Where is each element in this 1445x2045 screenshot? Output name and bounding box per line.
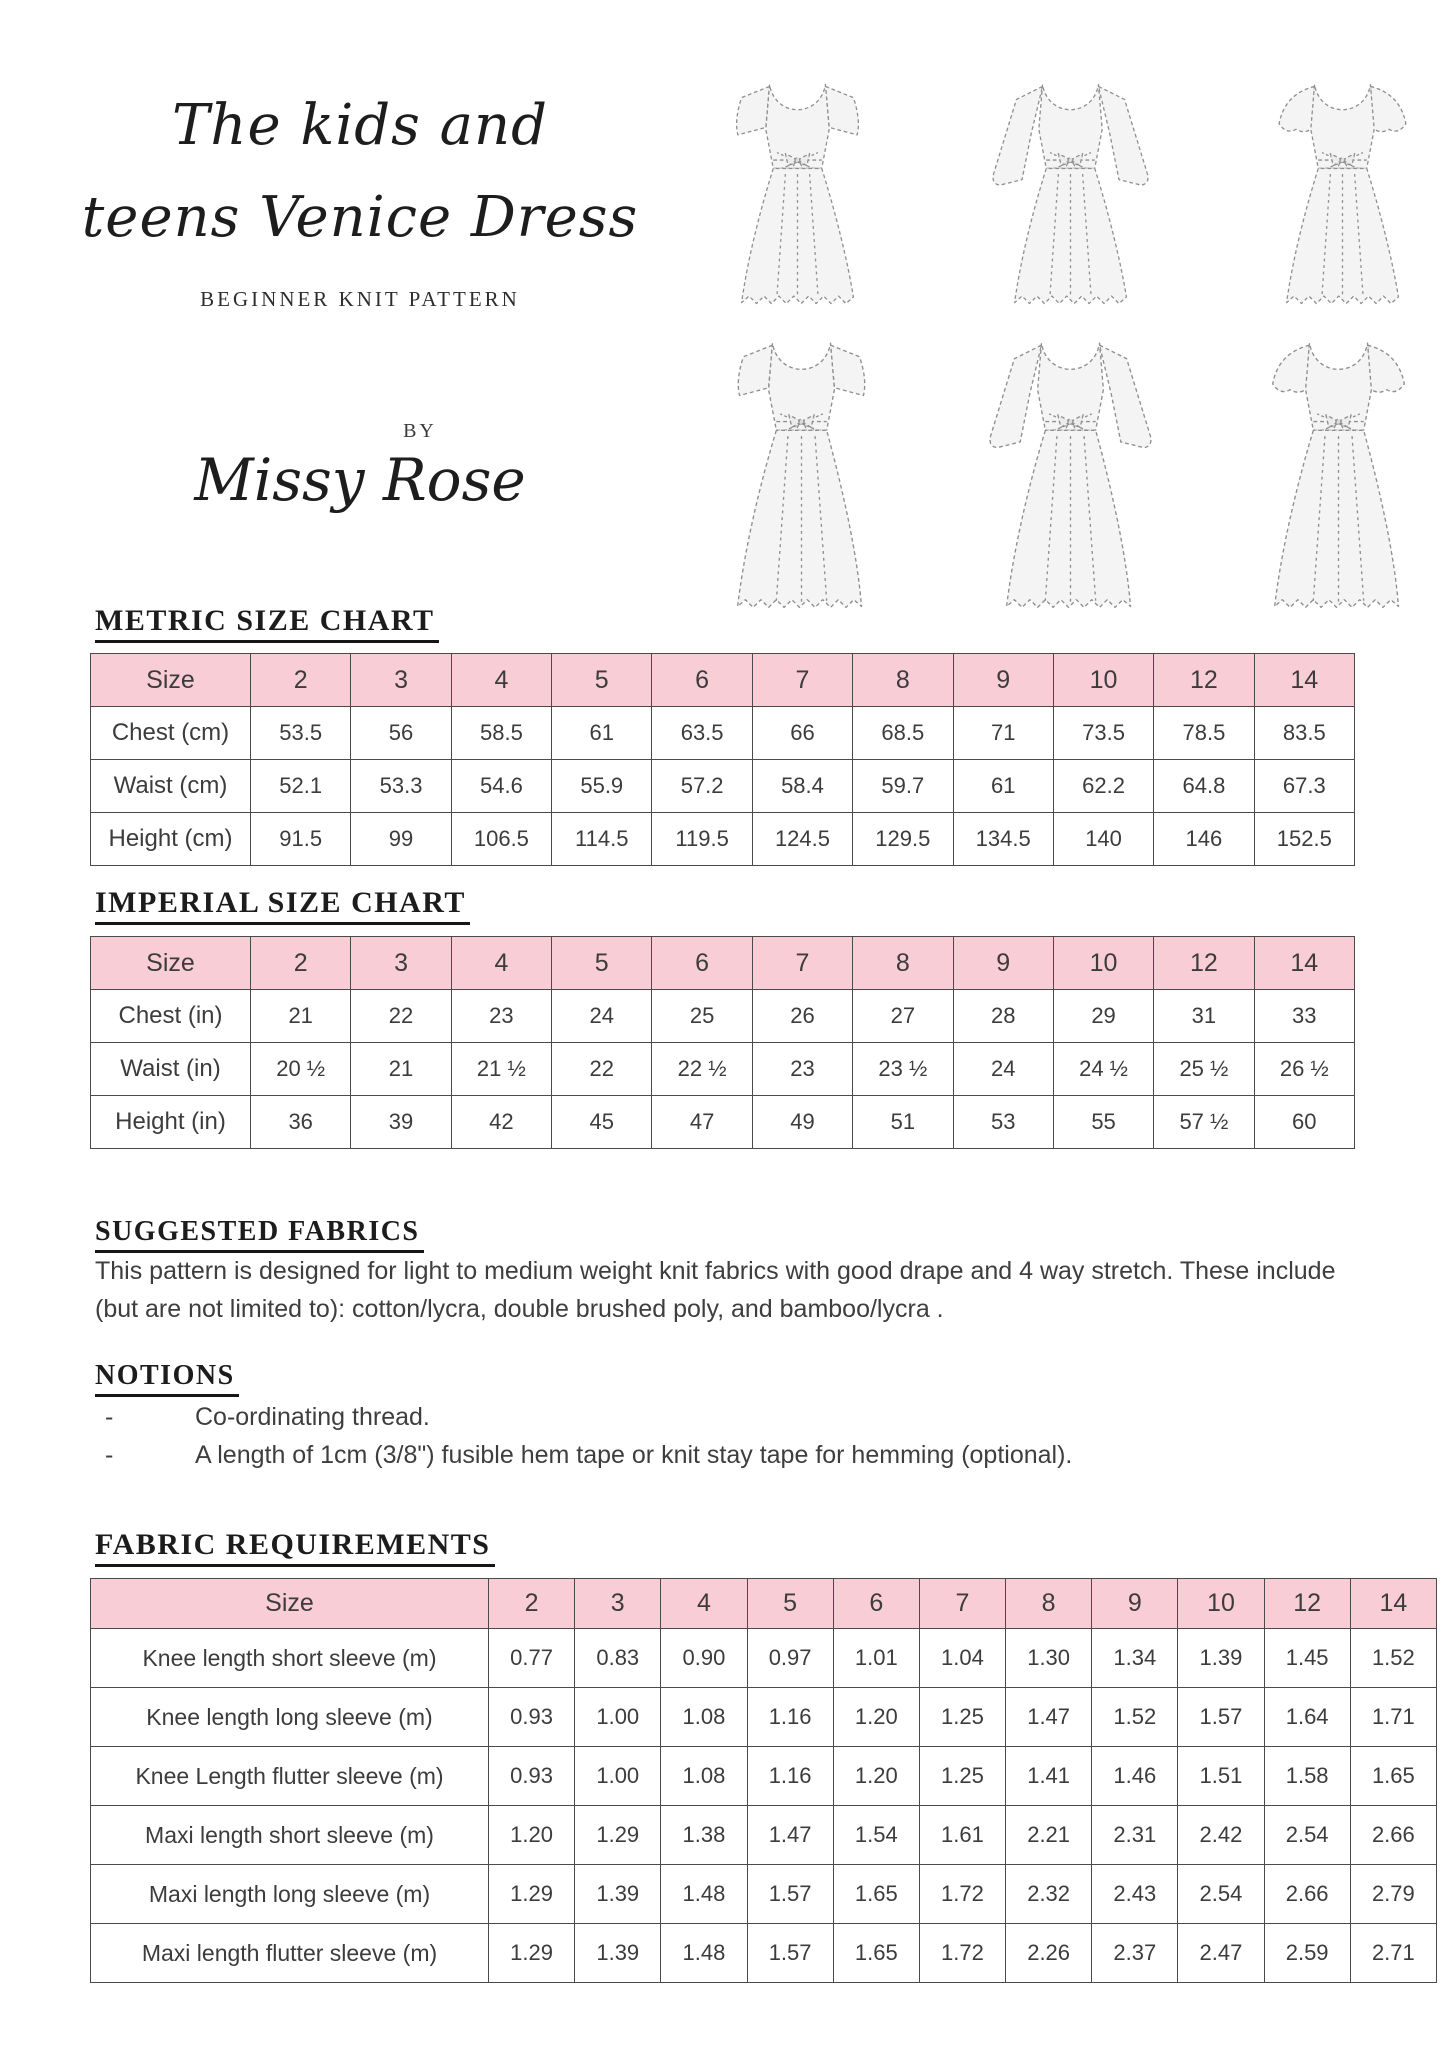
- dress-sketch-maxi-length-long-sleeve: [964, 320, 1177, 620]
- row-label-cell: Chest (in): [91, 990, 251, 1043]
- notion-item: [95, 1436, 1375, 1474]
- value-cell: 1.29: [489, 1924, 575, 1983]
- byline-prefix: BY: [403, 420, 437, 442]
- value-cell: 1.34: [1092, 1629, 1178, 1688]
- row-label-cell: Knee length short sleeve (m): [91, 1629, 489, 1688]
- value-cell: 1.65: [833, 1924, 919, 1983]
- value-cell: 49: [752, 1096, 852, 1149]
- value-cell: 23 ½: [853, 1043, 953, 1096]
- imperial-size-chart-table: [90, 936, 1355, 1149]
- value-cell: 0.83: [575, 1629, 661, 1688]
- size-column-header: 8: [1006, 1579, 1092, 1629]
- size-column-header: 8: [853, 654, 953, 707]
- pattern-title-line2: teens Venice Dress: [81, 185, 639, 251]
- size-column-header: 14: [1350, 1579, 1436, 1629]
- value-cell: 1.54: [833, 1806, 919, 1865]
- metric-size-chart-table-wrap: [90, 653, 1355, 866]
- metric-size-chart-heading: METRIC SIZE CHART: [95, 604, 439, 643]
- table-row: [91, 1043, 1355, 1096]
- value-cell: 1.16: [747, 1747, 833, 1806]
- fabric-requirements-table-wrap: [90, 1578, 1437, 1983]
- value-cell: 1.65: [1350, 1747, 1436, 1806]
- title-block: [70, 80, 650, 312]
- value-cell: 60: [1254, 1096, 1354, 1149]
- size-column-header: 6: [652, 937, 752, 990]
- value-cell: 1.00: [575, 1747, 661, 1806]
- suggested-fabrics-paragraph: This pattern is designed for light to medium weight knit fabrics with good drape and 4 way stretch. These include (but are not limited to): cotton/lycra, double brushed poly, and bamboo/lycra .: [95, 1257, 1336, 1323]
- value-cell: 2.59: [1264, 1924, 1350, 1983]
- fabric-requirements-heading: FABRIC REQUIREMENTS: [95, 1528, 495, 1567]
- value-cell: 53.3: [351, 760, 451, 813]
- value-cell: 24: [552, 990, 652, 1043]
- fabric-requirements-table: [90, 1578, 1437, 1983]
- value-cell: 2.21: [1006, 1806, 1092, 1865]
- value-cell: 24 ½: [1053, 1043, 1153, 1096]
- value-cell: 1.65: [833, 1865, 919, 1924]
- value-cell: 134.5: [953, 813, 1053, 866]
- value-cell: 1.48: [661, 1865, 747, 1924]
- value-cell: 25 ½: [1154, 1043, 1254, 1096]
- value-cell: 55.9: [552, 760, 652, 813]
- notion-item-text: A length of 1cm (3/8") fusible hem tape or knit stay tape for hemming (optional).: [195, 1441, 1073, 1469]
- list-dash: -: [105, 1441, 114, 1469]
- value-cell: 26 ½: [1254, 1043, 1354, 1096]
- byline-author: Missy Rose: [194, 446, 526, 514]
- value-cell: 1.29: [575, 1806, 661, 1865]
- value-cell: 61: [552, 707, 652, 760]
- value-cell: 124.5: [752, 813, 852, 866]
- value-cell: 1.47: [747, 1806, 833, 1865]
- size-column-header: 10: [1053, 937, 1153, 990]
- table-header-row: [91, 654, 1355, 707]
- value-cell: 62.2: [1053, 760, 1153, 813]
- value-cell: 47: [652, 1096, 752, 1149]
- value-cell: 22: [351, 990, 451, 1043]
- value-cell: 71: [953, 707, 1053, 760]
- value-cell: 39: [351, 1096, 451, 1149]
- dress-row-maxi-length: [695, 320, 1445, 620]
- value-cell: 1.71: [1350, 1688, 1436, 1747]
- imperial-size-chart-table-wrap: [90, 936, 1355, 1149]
- value-cell: 2.79: [1350, 1865, 1436, 1924]
- row-label-cell: Chest (cm): [91, 707, 251, 760]
- size-header-cell: Size: [91, 1579, 489, 1629]
- value-cell: 0.77: [489, 1629, 575, 1688]
- notion-item-text: Co-ordinating thread.: [195, 1403, 430, 1431]
- value-cell: 64.8: [1154, 760, 1254, 813]
- value-cell: 1.48: [661, 1924, 747, 1983]
- value-cell: 1.72: [919, 1865, 1005, 1924]
- notion-item: [95, 1398, 1375, 1436]
- value-cell: 0.93: [489, 1747, 575, 1806]
- value-cell: 1.58: [1264, 1747, 1350, 1806]
- pattern-title-line1: The kids and: [172, 93, 548, 158]
- value-cell: 63.5: [652, 707, 752, 760]
- size-column-header: 4: [451, 654, 551, 707]
- row-label-cell: Maxi length short sleeve (m): [91, 1806, 489, 1865]
- size-column-header: 4: [451, 937, 551, 990]
- value-cell: 67.3: [1254, 760, 1354, 813]
- value-cell: 31: [1154, 990, 1254, 1043]
- value-cell: 1.57: [1178, 1688, 1264, 1747]
- value-cell: 42: [451, 1096, 551, 1149]
- value-cell: 1.00: [575, 1688, 661, 1747]
- size-column-header: 7: [752, 654, 852, 707]
- size-column-header: 8: [853, 937, 953, 990]
- value-cell: 1.25: [919, 1747, 1005, 1806]
- value-cell: 57.2: [652, 760, 752, 813]
- table-row: [91, 760, 1355, 813]
- byline-block: [140, 420, 580, 518]
- value-cell: 2.31: [1092, 1806, 1178, 1865]
- value-cell: 23: [451, 990, 551, 1043]
- table-row: [91, 1924, 1437, 1983]
- size-column-header: 5: [552, 937, 652, 990]
- table-row: [91, 813, 1355, 866]
- imperial-size-chart-heading: IMPERIAL SIZE CHART: [95, 886, 470, 925]
- table-row: [91, 1865, 1437, 1924]
- table-row: [91, 1806, 1437, 1865]
- value-cell: 2.37: [1092, 1924, 1178, 1983]
- value-cell: 58.4: [752, 760, 852, 813]
- size-column-header: 4: [661, 1579, 747, 1629]
- size-column-header: 10: [1178, 1579, 1264, 1629]
- value-cell: 91.5: [251, 813, 351, 866]
- value-cell: 22 ½: [652, 1043, 752, 1096]
- table-row: [91, 1688, 1437, 1747]
- row-label-cell: Maxi length flutter sleeve (m): [91, 1924, 489, 1983]
- row-label-cell: Waist (cm): [91, 760, 251, 813]
- value-cell: 1.57: [747, 1865, 833, 1924]
- dress-sketch-knee-length-long-sleeve: [968, 62, 1173, 314]
- value-cell: 1.39: [575, 1865, 661, 1924]
- value-cell: 1.20: [833, 1688, 919, 1747]
- value-cell: 26: [752, 990, 852, 1043]
- value-cell: 129.5: [853, 813, 953, 866]
- value-cell: 1.39: [1178, 1629, 1264, 1688]
- value-cell: 1.08: [661, 1688, 747, 1747]
- value-cell: 55: [1053, 1096, 1153, 1149]
- dress-row-knee-length: [695, 62, 1445, 314]
- value-cell: 21: [251, 990, 351, 1043]
- value-cell: 68.5: [853, 707, 953, 760]
- row-label-cell: Height (in): [91, 1096, 251, 1149]
- value-cell: 33: [1254, 990, 1354, 1043]
- size-column-header: 14: [1254, 654, 1354, 707]
- dress-sketch-maxi-length-flutter-sleeve: [1232, 320, 1445, 620]
- value-cell: 58.5: [451, 707, 551, 760]
- metric-size-chart-table: [90, 653, 1355, 866]
- value-cell: 61: [953, 760, 1053, 813]
- value-cell: 52.1: [251, 760, 351, 813]
- value-cell: 140: [1053, 813, 1153, 866]
- notions-heading: NOTIONS: [95, 1360, 239, 1397]
- value-cell: 51: [853, 1096, 953, 1149]
- size-header-cell: Size: [91, 937, 251, 990]
- value-cell: 1.16: [747, 1688, 833, 1747]
- value-cell: 27: [853, 990, 953, 1043]
- size-column-header: 9: [953, 937, 1053, 990]
- size-column-header: 5: [747, 1579, 833, 1629]
- value-cell: 57 ½: [1154, 1096, 1254, 1149]
- value-cell: 45: [552, 1096, 652, 1149]
- value-cell: 36: [251, 1096, 351, 1149]
- size-column-header: 12: [1264, 1579, 1350, 1629]
- value-cell: 2.26: [1006, 1924, 1092, 1983]
- value-cell: 1.46: [1092, 1747, 1178, 1806]
- value-cell: 25: [652, 990, 752, 1043]
- value-cell: 0.90: [661, 1629, 747, 1688]
- value-cell: 1.38: [661, 1806, 747, 1865]
- value-cell: 146: [1154, 813, 1254, 866]
- row-label-cell: Height (cm): [91, 813, 251, 866]
- notions-list: [95, 1398, 1375, 1474]
- value-cell: 56: [351, 707, 451, 760]
- value-cell: 66: [752, 707, 852, 760]
- dress-sketch-knee-length-flutter-sleeve: [1240, 62, 1445, 314]
- value-cell: 2.43: [1092, 1865, 1178, 1924]
- size-column-header: 7: [919, 1579, 1005, 1629]
- value-cell: 1.39: [575, 1924, 661, 1983]
- size-column-header: 10: [1053, 654, 1153, 707]
- value-cell: 2.54: [1178, 1865, 1264, 1924]
- value-cell: 54.6: [451, 760, 551, 813]
- size-column-header: 12: [1154, 654, 1254, 707]
- table-row: [91, 707, 1355, 760]
- table-row: [91, 990, 1355, 1043]
- table-row: [91, 1096, 1355, 1149]
- value-cell: 53.5: [251, 707, 351, 760]
- value-cell: 119.5: [652, 813, 752, 866]
- table-row: [91, 1747, 1437, 1806]
- size-column-header: 5: [552, 654, 652, 707]
- value-cell: 1.47: [1006, 1688, 1092, 1747]
- value-cell: 1.45: [1264, 1629, 1350, 1688]
- value-cell: 22: [552, 1043, 652, 1096]
- value-cell: 21 ½: [451, 1043, 551, 1096]
- size-column-header: 9: [953, 654, 1053, 707]
- suggested-fabrics-heading: SUGGESTED FABRICS: [95, 1216, 424, 1253]
- dress-illustrations: [695, 62, 1445, 620]
- value-cell: 1.29: [489, 1865, 575, 1924]
- row-label-cell: Knee length long sleeve (m): [91, 1688, 489, 1747]
- size-column-header: 12: [1154, 937, 1254, 990]
- value-cell: 1.04: [919, 1629, 1005, 1688]
- value-cell: 1.51: [1178, 1747, 1264, 1806]
- value-cell: 2.54: [1264, 1806, 1350, 1865]
- value-cell: 78.5: [1154, 707, 1254, 760]
- value-cell: 24: [953, 1043, 1053, 1096]
- value-cell: 1.25: [919, 1688, 1005, 1747]
- size-column-header: 7: [752, 937, 852, 990]
- value-cell: 0.97: [747, 1629, 833, 1688]
- value-cell: 1.20: [489, 1806, 575, 1865]
- value-cell: 83.5: [1254, 707, 1354, 760]
- size-column-header: 2: [251, 654, 351, 707]
- row-label-cell: Waist (in): [91, 1043, 251, 1096]
- row-label-cell: Knee Length flutter sleeve (m): [91, 1747, 489, 1806]
- size-column-header: 2: [489, 1579, 575, 1629]
- value-cell: 2.32: [1006, 1865, 1092, 1924]
- size-header-cell: Size: [91, 654, 251, 707]
- value-cell: 73.5: [1053, 707, 1153, 760]
- value-cell: 2.66: [1350, 1806, 1436, 1865]
- size-column-header: 3: [351, 937, 451, 990]
- value-cell: 1.01: [833, 1629, 919, 1688]
- value-cell: 1.08: [661, 1747, 747, 1806]
- value-cell: 152.5: [1254, 813, 1354, 866]
- value-cell: 53: [953, 1096, 1053, 1149]
- value-cell: 2.66: [1264, 1865, 1350, 1924]
- value-cell: 1.52: [1092, 1688, 1178, 1747]
- size-column-header: 3: [351, 654, 451, 707]
- table-header-row: [91, 1579, 1437, 1629]
- dress-sketch-knee-length-short-sleeve: [695, 62, 900, 314]
- value-cell: 1.52: [1350, 1629, 1436, 1688]
- value-cell: 29: [1053, 990, 1153, 1043]
- size-column-header: 6: [652, 654, 752, 707]
- value-cell: 1.64: [1264, 1688, 1350, 1747]
- size-column-header: 3: [575, 1579, 661, 1629]
- value-cell: 1.20: [833, 1747, 919, 1806]
- table-row: [91, 1629, 1437, 1688]
- dress-sketch-maxi-length-short-sleeve: [695, 320, 908, 620]
- row-label-cell: Maxi length long sleeve (m): [91, 1865, 489, 1924]
- value-cell: 2.47: [1178, 1924, 1264, 1983]
- size-column-header: 2: [251, 937, 351, 990]
- value-cell: 1.30: [1006, 1629, 1092, 1688]
- value-cell: 2.71: [1350, 1924, 1436, 1983]
- value-cell: 1.41: [1006, 1747, 1092, 1806]
- table-header-row: [91, 937, 1355, 990]
- pattern-subtitle: BEGINNER KNIT PATTERN: [200, 286, 520, 311]
- value-cell: 59.7: [853, 760, 953, 813]
- value-cell: 1.72: [919, 1924, 1005, 1983]
- pattern-title: [70, 80, 650, 265]
- value-cell: 21: [351, 1043, 451, 1096]
- size-column-header: 9: [1092, 1579, 1178, 1629]
- value-cell: 1.57: [747, 1924, 833, 1983]
- value-cell: 28: [953, 990, 1053, 1043]
- size-column-header: 6: [833, 1579, 919, 1629]
- value-cell: 1.61: [919, 1806, 1005, 1865]
- value-cell: 23: [752, 1043, 852, 1096]
- value-cell: 99: [351, 813, 451, 866]
- value-cell: 2.42: [1178, 1806, 1264, 1865]
- value-cell: 20 ½: [251, 1043, 351, 1096]
- size-column-header: 14: [1254, 937, 1354, 990]
- value-cell: 0.93: [489, 1688, 575, 1747]
- value-cell: 106.5: [451, 813, 551, 866]
- value-cell: 114.5: [552, 813, 652, 866]
- list-dash: -: [105, 1403, 114, 1431]
